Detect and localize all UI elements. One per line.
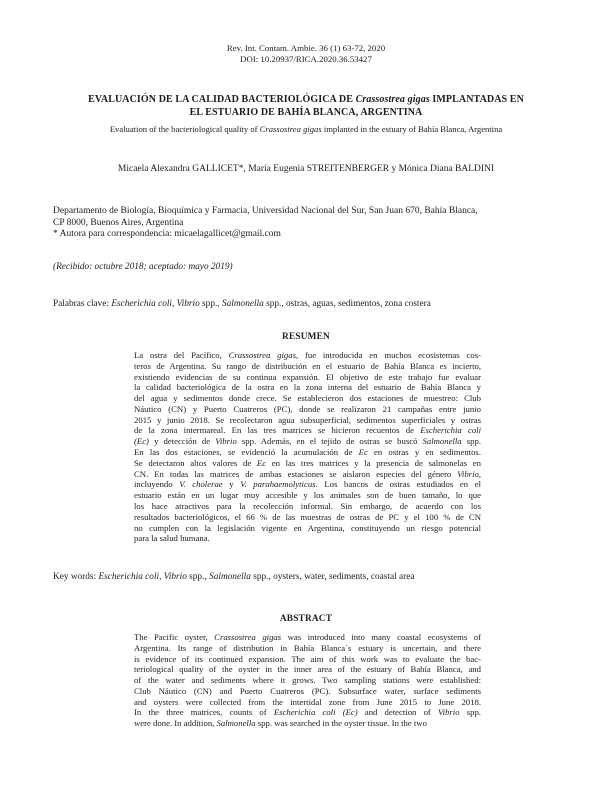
text-line: existiendo evidencias de su continua expansión. El objetivo de este trabajo fue evaluar [134, 371, 481, 382]
resumen-heading: RESUMEN [282, 332, 330, 342]
text-line: de la zona intermareal. En las tres matrices se hicieron recuentos de Escherichia coli [134, 425, 481, 436]
keywords-spanish: Palabras clave: Escherichia coli, Vibrio spp., Salmonella spp., ostras, aguas, sedimentos, zona costera [53, 299, 431, 309]
authors-line: Micaela Alexandra GALLICET*, María Eugenia STREITENBERGER y Mónica Diana BALDINI [117, 164, 495, 174]
text-line: teriological quality of the oyster in the inner area of the estuary of Bahía Blanca, and [134, 664, 481, 675]
abstract-paragraph [134, 632, 481, 729]
text-line: los hace atractivos para la recolección informal. Sin embargo, de acuerdo con los [134, 500, 481, 511]
resumen-paragraph [134, 350, 481, 544]
text-line: incluyendo V. cholerae y V. parahaemolyticus. Los bancos de ostras estudiados en el [134, 479, 482, 490]
text-line: Se detectaron altos valores de Ec en las tres matrices y la presencia de salmonelas en [134, 457, 481, 468]
text-line: (Ec) y detección de Vibrio spp. Además, en el tejido de ostras se buscó Salmonella spp. [134, 436, 481, 447]
journal-header [0, 43, 612, 65]
text-line: Argentina. Its range of distribution in Bahía Blanca´s estuary is uncertain, and there [134, 642, 481, 653]
text-line: Club Náutico (CN) and Puerto Cuatreros (PC). Subsurface water, surface sediments [134, 685, 481, 696]
text-line: is evidence of its continued expansion. The aim of this work was to evaluate the bac- [134, 653, 481, 664]
journal-reference: Rev. Int. Contam. Ambie. 36 (1) 63-72, 2020 [226, 43, 386, 53]
text-line: Departamento de Biología, Bioquímica y Farmacia, Universidad Nacional del Sur, San Juan 670, Bahía Blanca, [53, 206, 478, 216]
text-line: Náutico (CN) y Puerto Cuatreros (PC), donde se realizaron 21 campañas entre junio [134, 403, 481, 414]
text-line: En las dos estaciones, se evidenció la acumulación de Ec en ostras y en sedimentos. [134, 447, 481, 458]
text-line: were done. In addition, Salmonella spp. was searched in the oyster tissue. In the two [134, 718, 427, 729]
text-line: del agua y sedimentos donde crece. Se establecieron dos estaciones de muestreo: Club [134, 393, 481, 404]
text-line: teros de Argentina. Su rango de distribución en el estuario de Bahía Blanca es incierto, [134, 360, 481, 371]
text-line: no cumplen con la legislación vigente en Argentina, constituyendo un riesgo potencial [134, 522, 481, 533]
article-title-english: Evaluation of the bacteriological quality of Crassostrea gigas implanted in the estuary of Bahía Blanca, Argentina [109, 124, 503, 134]
text-line: CN. En todas las matrices de ambas estaciones se aislaron especies del género Vibrio, [134, 468, 481, 479]
text-line: EL ESTUARIO DE BAHÍA BLANCA, ARGENTINA [189, 107, 423, 118]
text-line: and oysters were collected from the intertidal zone from June 2015 to June 2018. [134, 696, 481, 707]
article-title-spanish [36, 93, 576, 119]
text-line: CP 8000, Buenos Aires, Argentina [53, 217, 184, 228]
text-line: 2015 y junio 2018. Se recolectaron agua subsuperficial, sedimentos superficiales y ostras [134, 414, 481, 425]
text-line: * Autora para correspondencia: micaelagallicet@gmail.com [53, 229, 281, 239]
text-line: In the three matrices, counts of Escherichia coli (Ec) and detection of Vibrio spp. [134, 707, 481, 718]
abstract-heading: ABSTRACT [279, 614, 333, 624]
text-line: estuario están en un lugar muy accesible y los animales son de buen tamaño, lo que [134, 490, 481, 501]
text-line: EVALUACIÓN DE LA CALIDAD BACTERIOLÓGICA DE Crassostrea gigas IMPLANTADAS EN [88, 94, 524, 105]
affiliation-block [53, 206, 563, 241]
text-line: of the water and sediments where it grows. Two sampling stations were established: [134, 675, 481, 686]
text-line: la calidad bacteriológica de la ostra en la zona interna del estuario de Bahía Blanca y [134, 382, 481, 393]
text-line: para la salud humana. [134, 533, 210, 544]
text-line: La ostra del Pacífico, Crassostrea gigas, fue introducida en muchos ecosistemas cos- [134, 350, 481, 360]
text-line: The Pacific oyster, Crassostrea gigas was introduced into many coastal ecosystems of [134, 632, 481, 642]
received-accepted-line: (Recibido: octubre 2018; aceptado: mayo 2019) [53, 262, 233, 272]
journal-doi: DOI: 10.20937/RICA.2020.36.53427 [240, 54, 372, 64]
keywords-english: Key words: Escherichia coli, Vibrio spp., Salmonella spp., oysters, water, sediments, coastal area [53, 572, 415, 582]
text-line: resultados bacteriológicos, el 66 % de las muestras de ostras de PC y el 100 % de CN [134, 511, 481, 522]
